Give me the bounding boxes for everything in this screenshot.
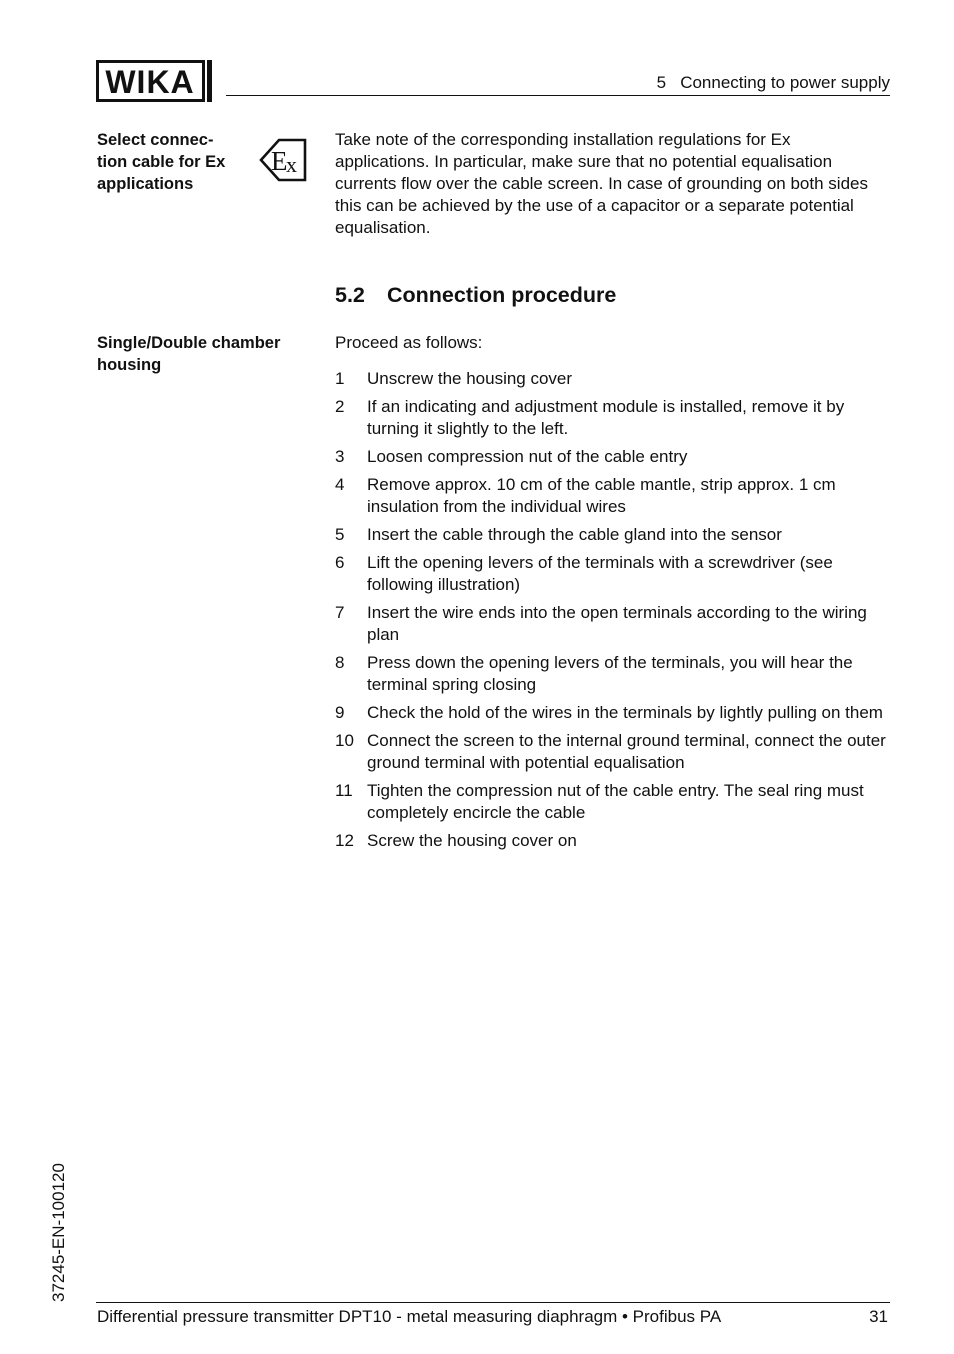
procedure-side-label-line: Single/Double chamber (97, 334, 281, 352)
step-item (335, 702, 891, 724)
section-number: 5.2 (335, 283, 365, 307)
step-text: Check the hold of the wires in the terminals by lightly pulling on them (367, 703, 883, 722)
header-rule (226, 95, 890, 96)
step-text: Unscrew the housing cover (367, 369, 573, 388)
ex-paragraph (335, 129, 891, 239)
ex-side-label (97, 129, 225, 195)
step-text: Lift the opening levers of the terminals with a screwdriver (see following illustration) (367, 553, 833, 594)
step-number: 7 (335, 603, 345, 622)
procedure-steps (335, 368, 891, 858)
step-item (335, 652, 891, 696)
document-code: 37245-EN-100120 (49, 1163, 68, 1302)
step-text: Tighten the compression nut of the cable entry. The seal ring must completely encircle the cable (367, 781, 864, 822)
wika-logo (96, 60, 213, 102)
step-number: 5 (335, 525, 345, 544)
step-item (335, 474, 891, 518)
step-text: Connect the screen to the internal ground terminal, connect the outer ground terminal with potential equalisation (367, 731, 886, 772)
step-text: Loosen compression nut of the cable entry (367, 447, 688, 466)
procedure-intro: Proceed as follows: (335, 333, 483, 352)
step-item (335, 730, 891, 774)
step-item (335, 446, 891, 468)
ex-side-label-line: Select connec- (97, 131, 214, 149)
ex-protection-icon (259, 138, 307, 182)
paragraph-line: this can be achieved by the use of a capacitor or a separate potential (335, 196, 854, 215)
step-item (335, 602, 891, 646)
section-title: Connection procedure (387, 283, 617, 307)
step-item (335, 368, 891, 390)
step-number: 10 (335, 731, 354, 750)
step-item (335, 396, 891, 440)
step-item (335, 830, 891, 852)
step-text: Insert the wire ends into the open terminals according to the wiring plan (367, 603, 867, 644)
step-number: 9 (335, 703, 345, 722)
step-item (335, 780, 891, 824)
paragraph-line: applications. In particular, make sure that no potential equalisation (335, 152, 833, 171)
section-heading (335, 283, 616, 308)
running-header: 5 Connecting to power supply (656, 73, 890, 92)
step-text: If an indicating and adjustment module is installed, remove it by turning it slightly to the left. (367, 397, 845, 438)
procedure-side-label (97, 332, 280, 376)
ex-side-label-line: applications (97, 175, 194, 193)
step-text: Remove approx. 10 cm of the cable mantle, strip approx. 1 cm insulation from the individual wires (367, 475, 836, 516)
procedure-side-label-line: housing (97, 356, 162, 374)
paragraph-line: equalisation. (335, 218, 431, 237)
footer-title: Differential pressure transmitter DPT10 - metal measuring diaphragm • Profibus PA (97, 1307, 722, 1326)
step-text: Insert the cable through the cable gland into the sensor (367, 525, 782, 544)
step-item (335, 552, 891, 596)
footer-rule (96, 1302, 890, 1303)
step-text: Screw the housing cover on (367, 831, 577, 850)
step-number: 1 (335, 369, 345, 388)
svg-text:E: E (271, 146, 288, 176)
step-item (335, 524, 891, 546)
step-number: 2 (335, 397, 345, 416)
paragraph-line: currents flow over the cable screen. In case of grounding on both sides (335, 174, 868, 193)
step-number: 8 (335, 653, 345, 672)
ex-side-label-line: tion cable for Ex (97, 153, 226, 171)
step-number: 12 (335, 831, 354, 850)
page-number: 31 (869, 1307, 888, 1326)
paragraph-line: Take note of the corresponding installation regulations for Ex (335, 130, 791, 149)
step-number: 3 (335, 447, 345, 466)
step-number: 6 (335, 553, 345, 572)
logo-text: WIKA (105, 64, 195, 100)
step-number: 4 (335, 475, 345, 494)
step-number: 11 (335, 781, 353, 800)
svg-text:x: x (286, 152, 297, 177)
step-text: Press down the opening levers of the terminals, you will hear the terminal spring closing (367, 653, 853, 694)
